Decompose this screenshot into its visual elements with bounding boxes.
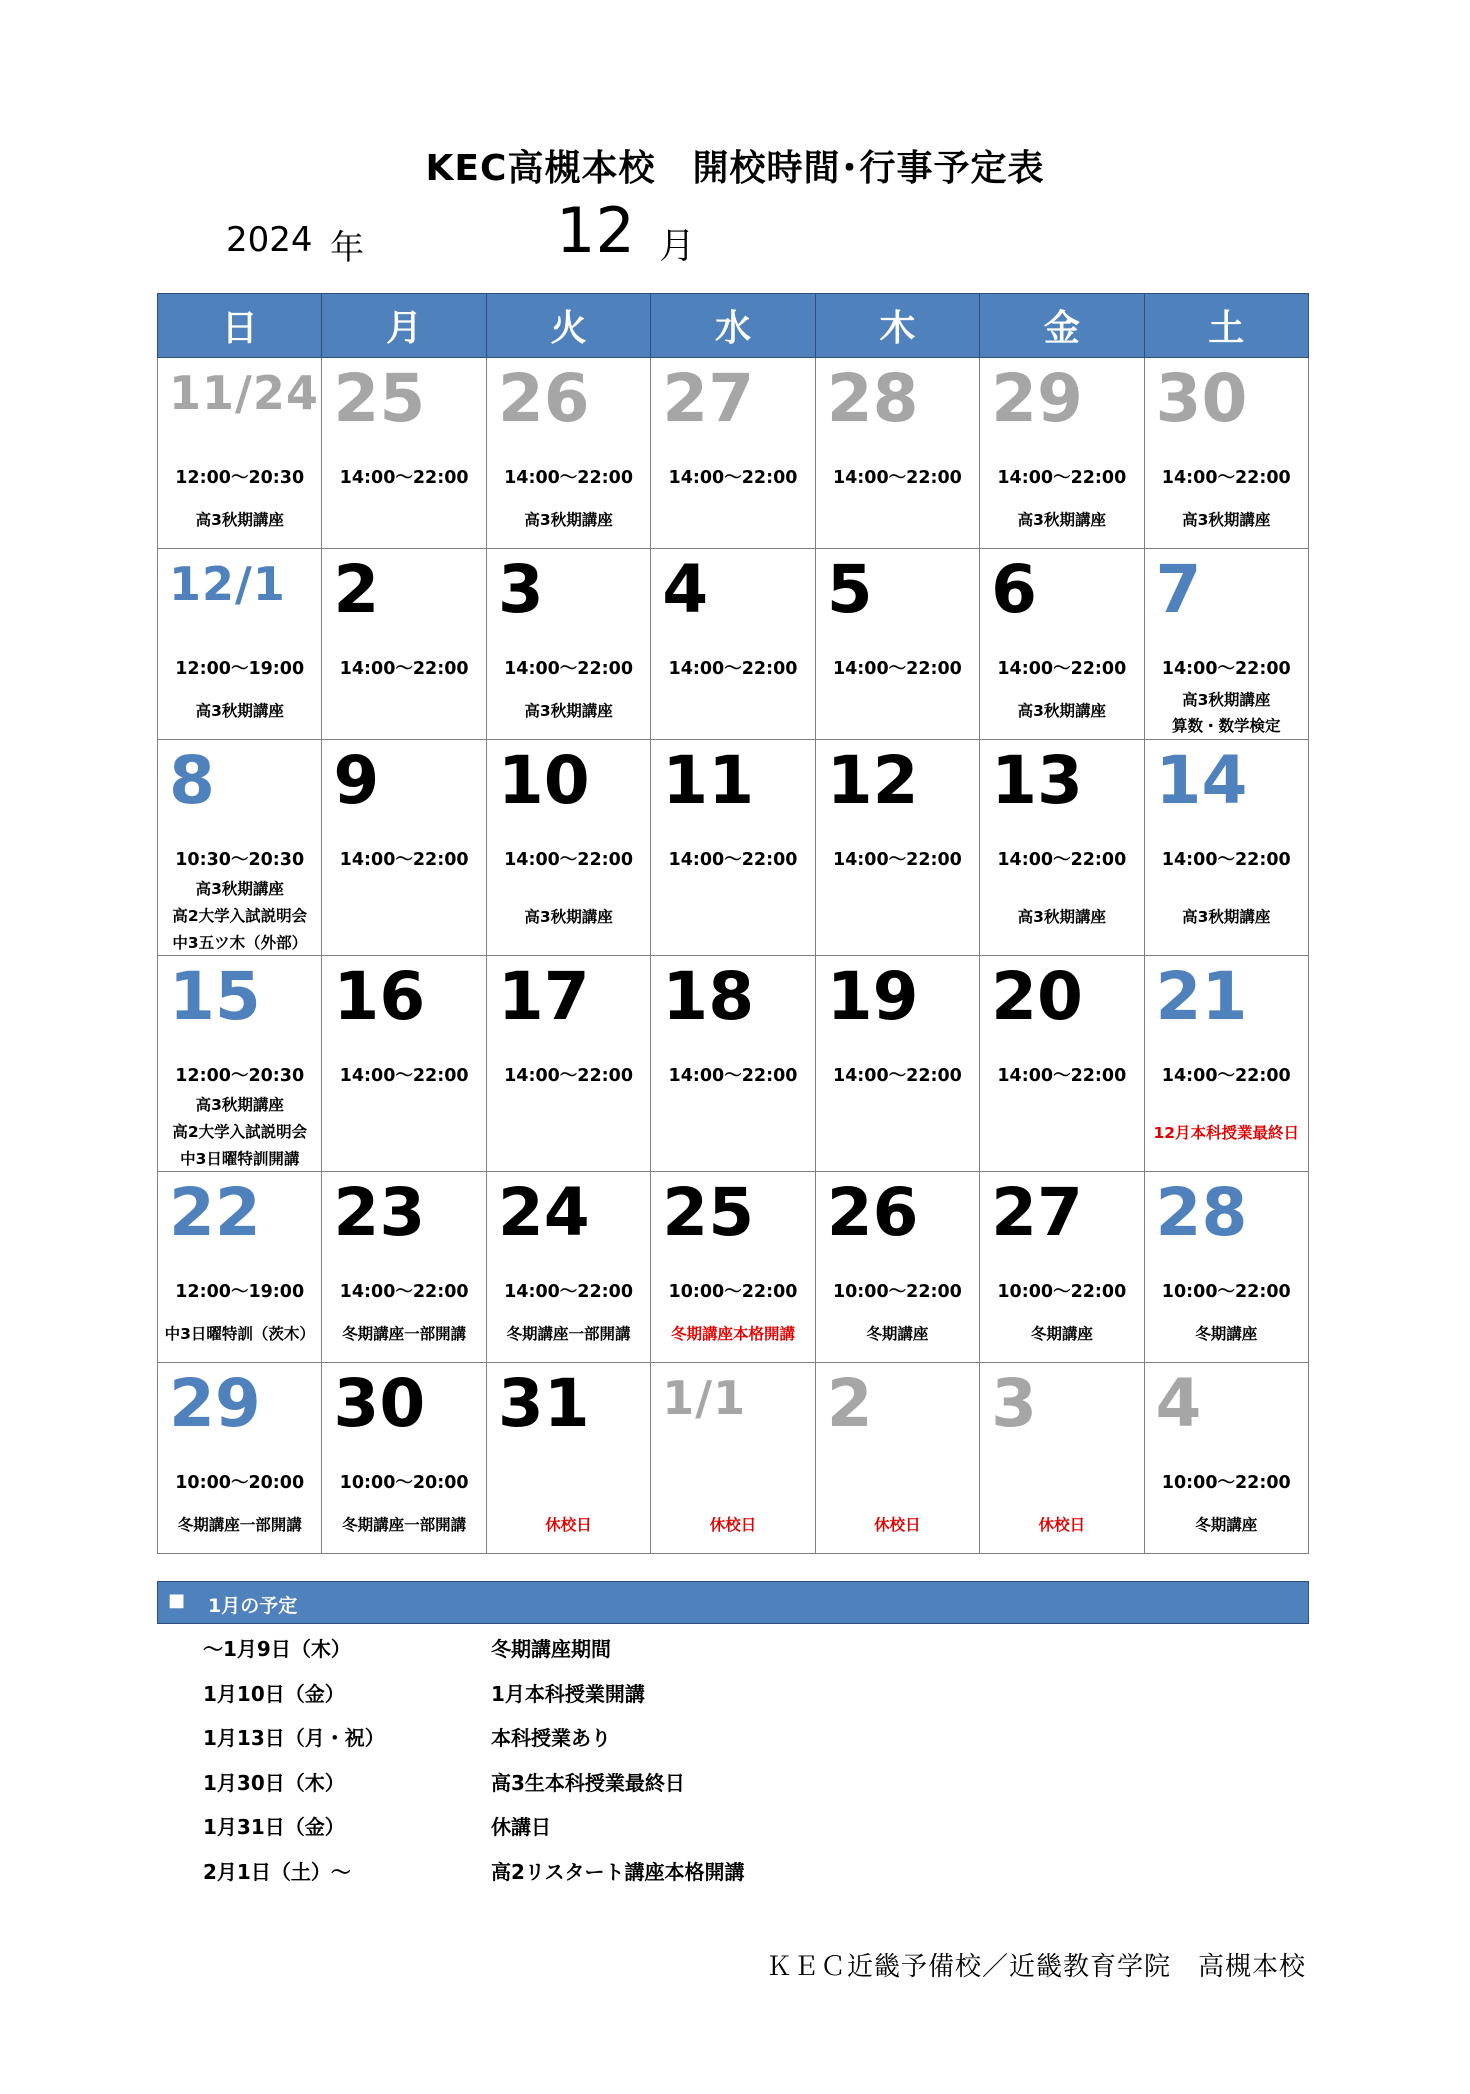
schedule-text: 1月本科授業開講 — [491, 1681, 645, 1706]
opening-hours: 10:00～20:00 — [339, 1473, 469, 1493]
opening-hours: 14:00～22:00 — [997, 468, 1127, 488]
day-number: 4 — [1155, 1365, 1202, 1442]
event-label: 冬期講座 — [1030, 1325, 1093, 1343]
day-number: 27 — [991, 1174, 1083, 1251]
event-label: 算数・数学検定 — [1172, 717, 1281, 735]
opening-hours: 14:00～22:00 — [832, 850, 962, 870]
event-label: 中3日曜特訓（茨木） — [164, 1325, 315, 1343]
calendar-day-cell — [651, 740, 815, 956]
day-number: 9 — [333, 742, 380, 819]
event-label: 中3日曜特訓開講 — [180, 1150, 300, 1168]
event-label: 高3秋期講座 — [1182, 511, 1271, 529]
schedule-item — [157, 1627, 1309, 1672]
schedule-text: 休講日 — [491, 1815, 551, 1840]
calendar-day-cell — [322, 1172, 486, 1363]
day-events — [816, 1511, 979, 1539]
calendar-day-cell — [158, 740, 322, 956]
calendar-day-cell — [980, 358, 1144, 549]
event-label: 休校日 — [709, 1516, 757, 1534]
day-events — [980, 697, 1143, 725]
schedule-date: 1月31日（金） — [203, 1815, 345, 1840]
month-unit: 月 — [659, 226, 696, 267]
day-number: 10 — [497, 742, 590, 819]
calendar-day-cell — [322, 549, 486, 740]
calendar-week-row — [158, 956, 1309, 1172]
day-number: 16 — [333, 958, 426, 1035]
calendar-day-cell — [158, 1363, 322, 1554]
calendar-week-row — [158, 358, 1309, 549]
day-number: 17 — [497, 958, 590, 1035]
event-label: 中3五ツ木（外部） — [172, 934, 308, 952]
event-label: 高3秋期講座 — [1182, 691, 1271, 709]
calendar-week-row — [158, 1363, 1309, 1554]
event-label: 高3秋期講座 — [195, 511, 284, 529]
calendar-day-cell — [651, 956, 815, 1172]
schedule-item — [157, 1850, 1309, 1895]
event-label — [487, 874, 650, 903]
opening-hours: 12:00～20:30 — [175, 1066, 305, 1086]
calendar-day-cell — [651, 549, 815, 740]
day-number: 7 — [1155, 551, 1202, 628]
opening-hours: 14:00～22:00 — [339, 850, 469, 870]
calendar-day-cell — [158, 358, 322, 549]
schedule-text: 冬期講座期間 — [491, 1637, 611, 1661]
opening-hours: 10:00～22:00 — [1161, 1282, 1291, 1302]
day-number: 6 — [991, 551, 1038, 628]
event-label: 冬期講座一部開講 — [342, 1516, 467, 1534]
opening-hours: 14:00～22:00 — [668, 659, 798, 679]
schedule-date: 1月13日（月・祝） — [203, 1726, 385, 1751]
day-number: 15 — [169, 958, 261, 1035]
schedule-text: 高3生本科授業最終日 — [491, 1770, 685, 1795]
opening-hours: 10:00～22:00 — [668, 1282, 798, 1302]
event-label: 高3秋期講座 — [1017, 702, 1106, 720]
day-number: 26 — [497, 360, 590, 437]
calendar-day-cell — [158, 549, 322, 740]
opening-hours: 14:00～22:00 — [504, 1282, 634, 1302]
day-number: 12/1 — [169, 557, 286, 611]
day-number: 31 — [497, 1365, 590, 1442]
calendar-day-cell — [815, 358, 979, 549]
day-events — [1145, 1320, 1308, 1348]
weekday-header: 日 — [158, 294, 322, 358]
calendar-day-cell — [322, 1363, 486, 1554]
weekday-header: 月 — [322, 294, 486, 358]
event-label: 12月本科授業最終日 — [1153, 1124, 1300, 1142]
opening-hours: 14:00～22:00 — [504, 659, 634, 679]
calendar-body — [158, 358, 1309, 1554]
opening-hours: 14:00～22:00 — [1161, 468, 1291, 488]
opening-hours: 14:00～22:00 — [668, 468, 798, 488]
square-bullet-icon: ■ — [168, 1590, 186, 1611]
calendar-day-cell — [651, 358, 815, 549]
event-label: 冬期講座一部開講 — [177, 1516, 302, 1534]
schedule-text: 高2リスタート講座本格開講 — [491, 1859, 745, 1884]
schedule-item — [157, 1805, 1309, 1850]
calendar-day-cell — [486, 740, 650, 956]
day-events — [487, 874, 650, 932]
page-title: KEC高槻本校 開校時間･行事予定表 — [425, 148, 1045, 189]
day-number: 1/1 — [662, 1371, 747, 1425]
opening-hours: 14:00～22:00 — [832, 659, 962, 679]
schedule-text: 本科授業あり — [491, 1726, 611, 1751]
schedule-item — [157, 1761, 1309, 1806]
day-number: 23 — [333, 1174, 426, 1251]
event-label: 高2大学入試説明会 — [172, 1123, 308, 1141]
schedule-list — [157, 1627, 1309, 1895]
event-label: 休校日 — [1038, 1516, 1086, 1534]
day-number: 27 — [662, 360, 755, 437]
opening-hours: 10:00～22:00 — [997, 1282, 1127, 1302]
day-events — [487, 506, 650, 534]
event-label: 高3秋期講座 — [524, 908, 613, 926]
footer-text: ＫＥＣ近畿予備校／近畿教育学院 高槻本校 — [765, 1952, 1306, 1982]
day-number: 18 — [662, 958, 755, 1035]
event-label: 冬期講座 — [866, 1325, 929, 1343]
calendar-day-cell — [486, 549, 650, 740]
calendar-day-cell — [980, 740, 1144, 956]
opening-hours: 10:00～22:00 — [1161, 1473, 1291, 1493]
day-number: 21 — [1155, 958, 1248, 1035]
event-label: 冬期講座 — [1195, 1516, 1258, 1534]
day-number: 28 — [826, 360, 919, 437]
day-number: 30 — [333, 1365, 426, 1442]
schedule-date: 2月1日（土）～ — [203, 1859, 351, 1884]
day-number: 2 — [333, 551, 380, 628]
calendar-week-row — [158, 1172, 1309, 1363]
day-number: 29 — [169, 1365, 261, 1442]
opening-hours: 14:00～22:00 — [997, 1066, 1127, 1086]
day-number: 12 — [826, 742, 919, 819]
calendar-day-cell — [815, 740, 979, 956]
opening-hours: 14:00～22:00 — [997, 659, 1127, 679]
day-events — [980, 1320, 1143, 1348]
day-number: 24 — [497, 1174, 590, 1251]
day-events — [158, 1320, 321, 1348]
day-number: 20 — [991, 958, 1083, 1035]
day-events — [1145, 874, 1308, 932]
schedule-item — [157, 1672, 1309, 1717]
day-events — [322, 1320, 485, 1348]
day-events — [1145, 1511, 1308, 1539]
day-number: 30 — [1155, 360, 1248, 437]
day-events — [651, 1320, 814, 1348]
year-month-line — [0, 190, 1470, 270]
event-label: 休校日 — [874, 1516, 921, 1534]
day-number: 28 — [1155, 1174, 1248, 1251]
day-number: 3 — [991, 1365, 1038, 1442]
opening-hours: 14:00～22:00 — [1161, 1066, 1291, 1086]
event-label: 冬期講座一部開講 — [342, 1325, 467, 1343]
day-number: 4 — [662, 551, 709, 628]
opening-hours: 14:00～22:00 — [668, 1066, 798, 1086]
calendar-week-row — [158, 549, 1309, 740]
calendar-day-cell — [486, 358, 650, 549]
calendar-week-row — [158, 740, 1309, 956]
calendar-day-cell — [815, 1363, 979, 1554]
schedule-title: 1月の予定 — [208, 1595, 298, 1617]
opening-hours: 14:00～22:00 — [504, 1066, 634, 1086]
calendar-day-cell — [1144, 740, 1308, 956]
day-number: 5 — [826, 551, 873, 628]
event-label: 休校日 — [545, 1516, 592, 1534]
calendar-day-cell — [651, 1363, 815, 1554]
event-label: 高3秋期講座 — [1017, 511, 1106, 529]
day-events — [980, 1511, 1143, 1539]
calendar-day-cell — [1144, 956, 1308, 1172]
day-number: 3 — [497, 551, 544, 628]
event-label: 高2大学入試説明会 — [172, 907, 308, 925]
calendar-day-cell — [486, 1363, 650, 1554]
year-unit: 年 — [330, 228, 364, 268]
event-label — [1145, 1090, 1308, 1119]
opening-hours: 10:00～20:00 — [175, 1473, 305, 1493]
calendar-day-cell — [815, 549, 979, 740]
day-number: 19 — [826, 958, 919, 1035]
event-label: 高3秋期講座 — [195, 702, 284, 720]
calendar-day-cell — [1144, 549, 1308, 740]
weekday-header: 金 — [980, 294, 1144, 358]
day-events — [158, 1092, 321, 1173]
day-events — [158, 876, 321, 957]
event-label: 高3秋期講座 — [195, 1096, 284, 1114]
day-events — [1145, 1090, 1308, 1148]
calendar-day-cell — [1144, 1172, 1308, 1363]
calendar-day-cell — [980, 1363, 1144, 1554]
day-events — [1145, 687, 1308, 739]
month-value: 12 — [556, 194, 635, 267]
day-events — [487, 1511, 650, 1539]
day-number: 2 — [826, 1365, 873, 1442]
day-events — [487, 697, 650, 725]
calendar-day-cell — [322, 740, 486, 956]
year-value: 2024 — [226, 220, 313, 260]
calendar-day-cell — [486, 956, 650, 1172]
day-events — [980, 874, 1143, 932]
event-label: 冬期講座本格開講 — [670, 1325, 795, 1343]
weekday-header: 水 — [651, 294, 815, 358]
schedule-date: 1月30日（木） — [203, 1770, 345, 1795]
event-label: 冬期講座一部開講 — [506, 1325, 631, 1343]
calendar-day-cell — [815, 1172, 979, 1363]
schedule-item — [157, 1716, 1309, 1761]
opening-hours: 10:30～20:30 — [175, 850, 305, 870]
calendar-day-cell — [322, 358, 486, 549]
opening-hours: 14:00～22:00 — [1161, 850, 1291, 870]
calendar-day-cell — [980, 549, 1144, 740]
day-events — [980, 506, 1143, 534]
calendar-day-cell — [1144, 358, 1308, 549]
day-events — [1145, 506, 1308, 534]
opening-hours: 12:00～19:00 — [175, 1282, 305, 1302]
opening-hours: 14:00～22:00 — [504, 850, 634, 870]
day-events — [158, 1511, 321, 1539]
calendar-day-cell — [980, 956, 1144, 1172]
opening-hours: 12:00～19:00 — [175, 659, 305, 679]
calendar-day-cell — [815, 956, 979, 1172]
day-number: 14 — [1155, 742, 1248, 819]
day-number: 8 — [169, 742, 215, 819]
opening-hours: 14:00～22:00 — [997, 850, 1127, 870]
event-label: 高3秋期講座 — [195, 880, 284, 898]
opening-hours: 14:00～22:00 — [1161, 659, 1291, 679]
weekday-header: 木 — [815, 294, 979, 358]
opening-hours: 14:00～22:00 — [339, 468, 469, 488]
calendar-table — [157, 293, 1309, 1554]
day-number: 22 — [169, 1174, 261, 1251]
calendar-day-cell — [158, 956, 322, 1172]
day-number: 11/24 — [169, 366, 319, 420]
day-number: 13 — [991, 742, 1083, 819]
opening-hours: 12:00～20:30 — [175, 468, 305, 488]
day-number: 11 — [662, 742, 755, 819]
calendar-day-cell — [486, 1172, 650, 1363]
event-label: 高3秋期講座 — [524, 702, 613, 720]
day-number: 25 — [662, 1174, 755, 1251]
calendar-day-cell — [651, 1172, 815, 1363]
opening-hours: 14:00～22:00 — [339, 1066, 469, 1086]
day-events — [651, 1511, 814, 1539]
event-label: 高3秋期講座 — [524, 511, 613, 529]
schedule-header — [157, 1581, 1309, 1624]
opening-hours: 14:00～22:00 — [339, 1282, 469, 1302]
weekday-header: 火 — [486, 294, 650, 358]
opening-hours: 14:00～22:00 — [832, 468, 962, 488]
event-label — [1145, 874, 1308, 903]
opening-hours: 10:00～22:00 — [832, 1282, 962, 1302]
calendar-day-cell — [322, 956, 486, 1172]
schedule-date: ～1月9日（木） — [203, 1637, 351, 1661]
weekday-header-row — [158, 294, 1309, 358]
day-number: 25 — [333, 360, 426, 437]
day-events — [322, 1511, 485, 1539]
event-label: 高3秋期講座 — [1017, 908, 1106, 926]
event-label — [980, 874, 1143, 903]
schedule-date: 1月10日（金） — [203, 1681, 345, 1706]
day-number: 29 — [991, 360, 1083, 437]
day-number: 26 — [826, 1174, 919, 1251]
opening-hours: 14:00～22:00 — [504, 468, 634, 488]
day-events — [158, 506, 321, 534]
calendar-day-cell — [980, 1172, 1144, 1363]
opening-hours: 14:00～22:00 — [832, 1066, 962, 1086]
calendar-day-cell — [1144, 1363, 1308, 1554]
event-label: 冬期講座 — [1195, 1325, 1258, 1343]
opening-hours: 14:00～22:00 — [668, 850, 798, 870]
event-label: 高3秋期講座 — [1182, 908, 1271, 926]
day-events — [487, 1320, 650, 1348]
day-events — [158, 697, 321, 725]
weekday-header: 土 — [1144, 294, 1308, 358]
opening-hours: 14:00～22:00 — [339, 659, 469, 679]
day-events — [816, 1320, 979, 1348]
calendar-day-cell — [158, 1172, 322, 1363]
